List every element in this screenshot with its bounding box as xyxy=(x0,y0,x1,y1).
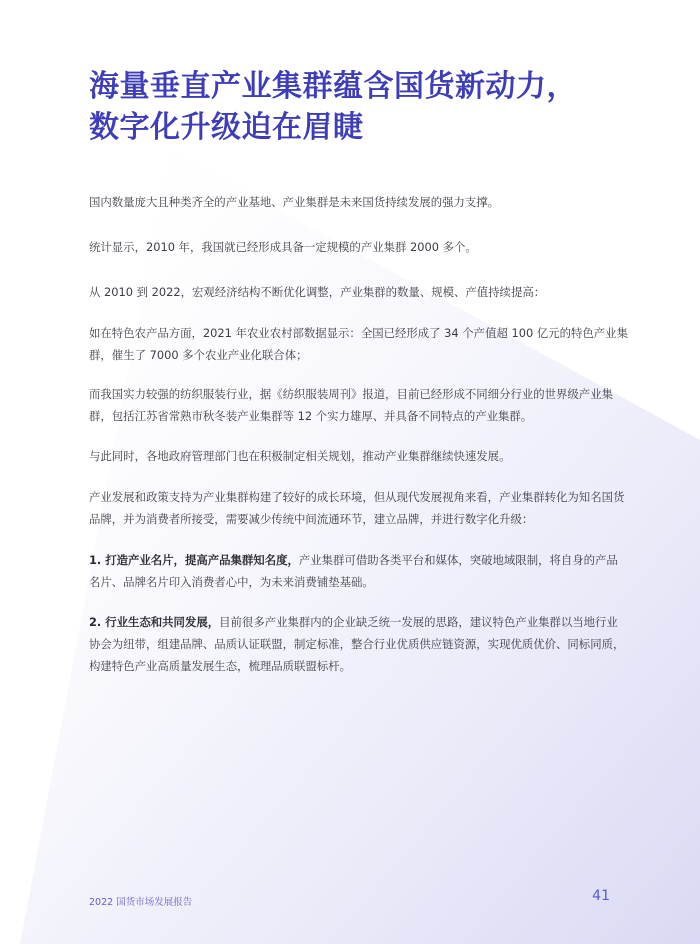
title-line-1: 海量垂直产业集群蕴含国货新动力， xyxy=(89,69,577,104)
paragraph-4: 如在特色农产品方面，2021 年农业农村部数据显示：全国已经形成了 34 个产值超 100 亿元的特色产业集群，催生了 7000 多个农业产业化联合体； xyxy=(89,326,628,362)
page-number: 41 xyxy=(592,888,610,904)
paragraph-9: 2. 行业生态和共同发展，目前很多产业集群内的企业缺乏统一发展的思路，建议特色产业集群以当地行业协会为纽带，组建品牌、品质认证联盟，制定标准，整合行业优质供应链资源，实现优质优价、同标同质，构建特色产业高质量发展生态，梳理品质联盟标杆。 xyxy=(89,615,625,673)
paragraph-8: 1. 打造产业名片，提高产品集群知名度，产业集群可借助各类平台和媒体，突破地域限制，将自身的产品名片、品牌名片印入消费者心中，为未来消费铺垫基础。 xyxy=(89,553,618,589)
paragraph-6: 与此同时，各地政府管理部门也在积极制定相关规划，推动产业集群继续快速发展。 xyxy=(89,449,511,463)
paragraph-3: 从 2010 到 2022，宏观经济结构不断优化调整，产业集群的数量、规模、产值持续提高： xyxy=(89,285,546,299)
paragraph-2: 统计显示，2010 年，我国就已经形成具备一定规模的产业集群 2000 多个。 xyxy=(89,240,477,254)
paragraph-5: 而我国实力较强的纺织服装行业，据《纺织服装周刊》报道，目前已经形成不同细分行业的世界级产业集群，包括江苏省常熟市秋冬装产业集群等 12 个实力雄厚、并具备不同特点的产业集群。 xyxy=(89,387,613,423)
page-title xyxy=(89,66,669,148)
footer-report-name: 2022 国货市场发展报告 xyxy=(89,897,193,908)
title-line-2: 数字化升级迫在眉睫 xyxy=(89,110,364,145)
paragraph-9-lead: 2. 行业生态和共同发展， xyxy=(89,615,220,629)
paragraph-1: 国内数量庞大且种类齐全的产业基地、产业集群是未来国货持续发展的强力支撑。 xyxy=(89,195,500,209)
paragraph-8-lead: 1. 打造产业名片，提高产品集群知名度， xyxy=(89,553,299,567)
paragraph-7: 产业发展和政策支持为产业集群构建了较好的成长环境，但从现代发展视角来看，产业集群转化为知名国货品牌，并为消费者所接受，需要减少传统中间流通环节，建立品牌，并进行数字化升级： xyxy=(89,490,625,526)
